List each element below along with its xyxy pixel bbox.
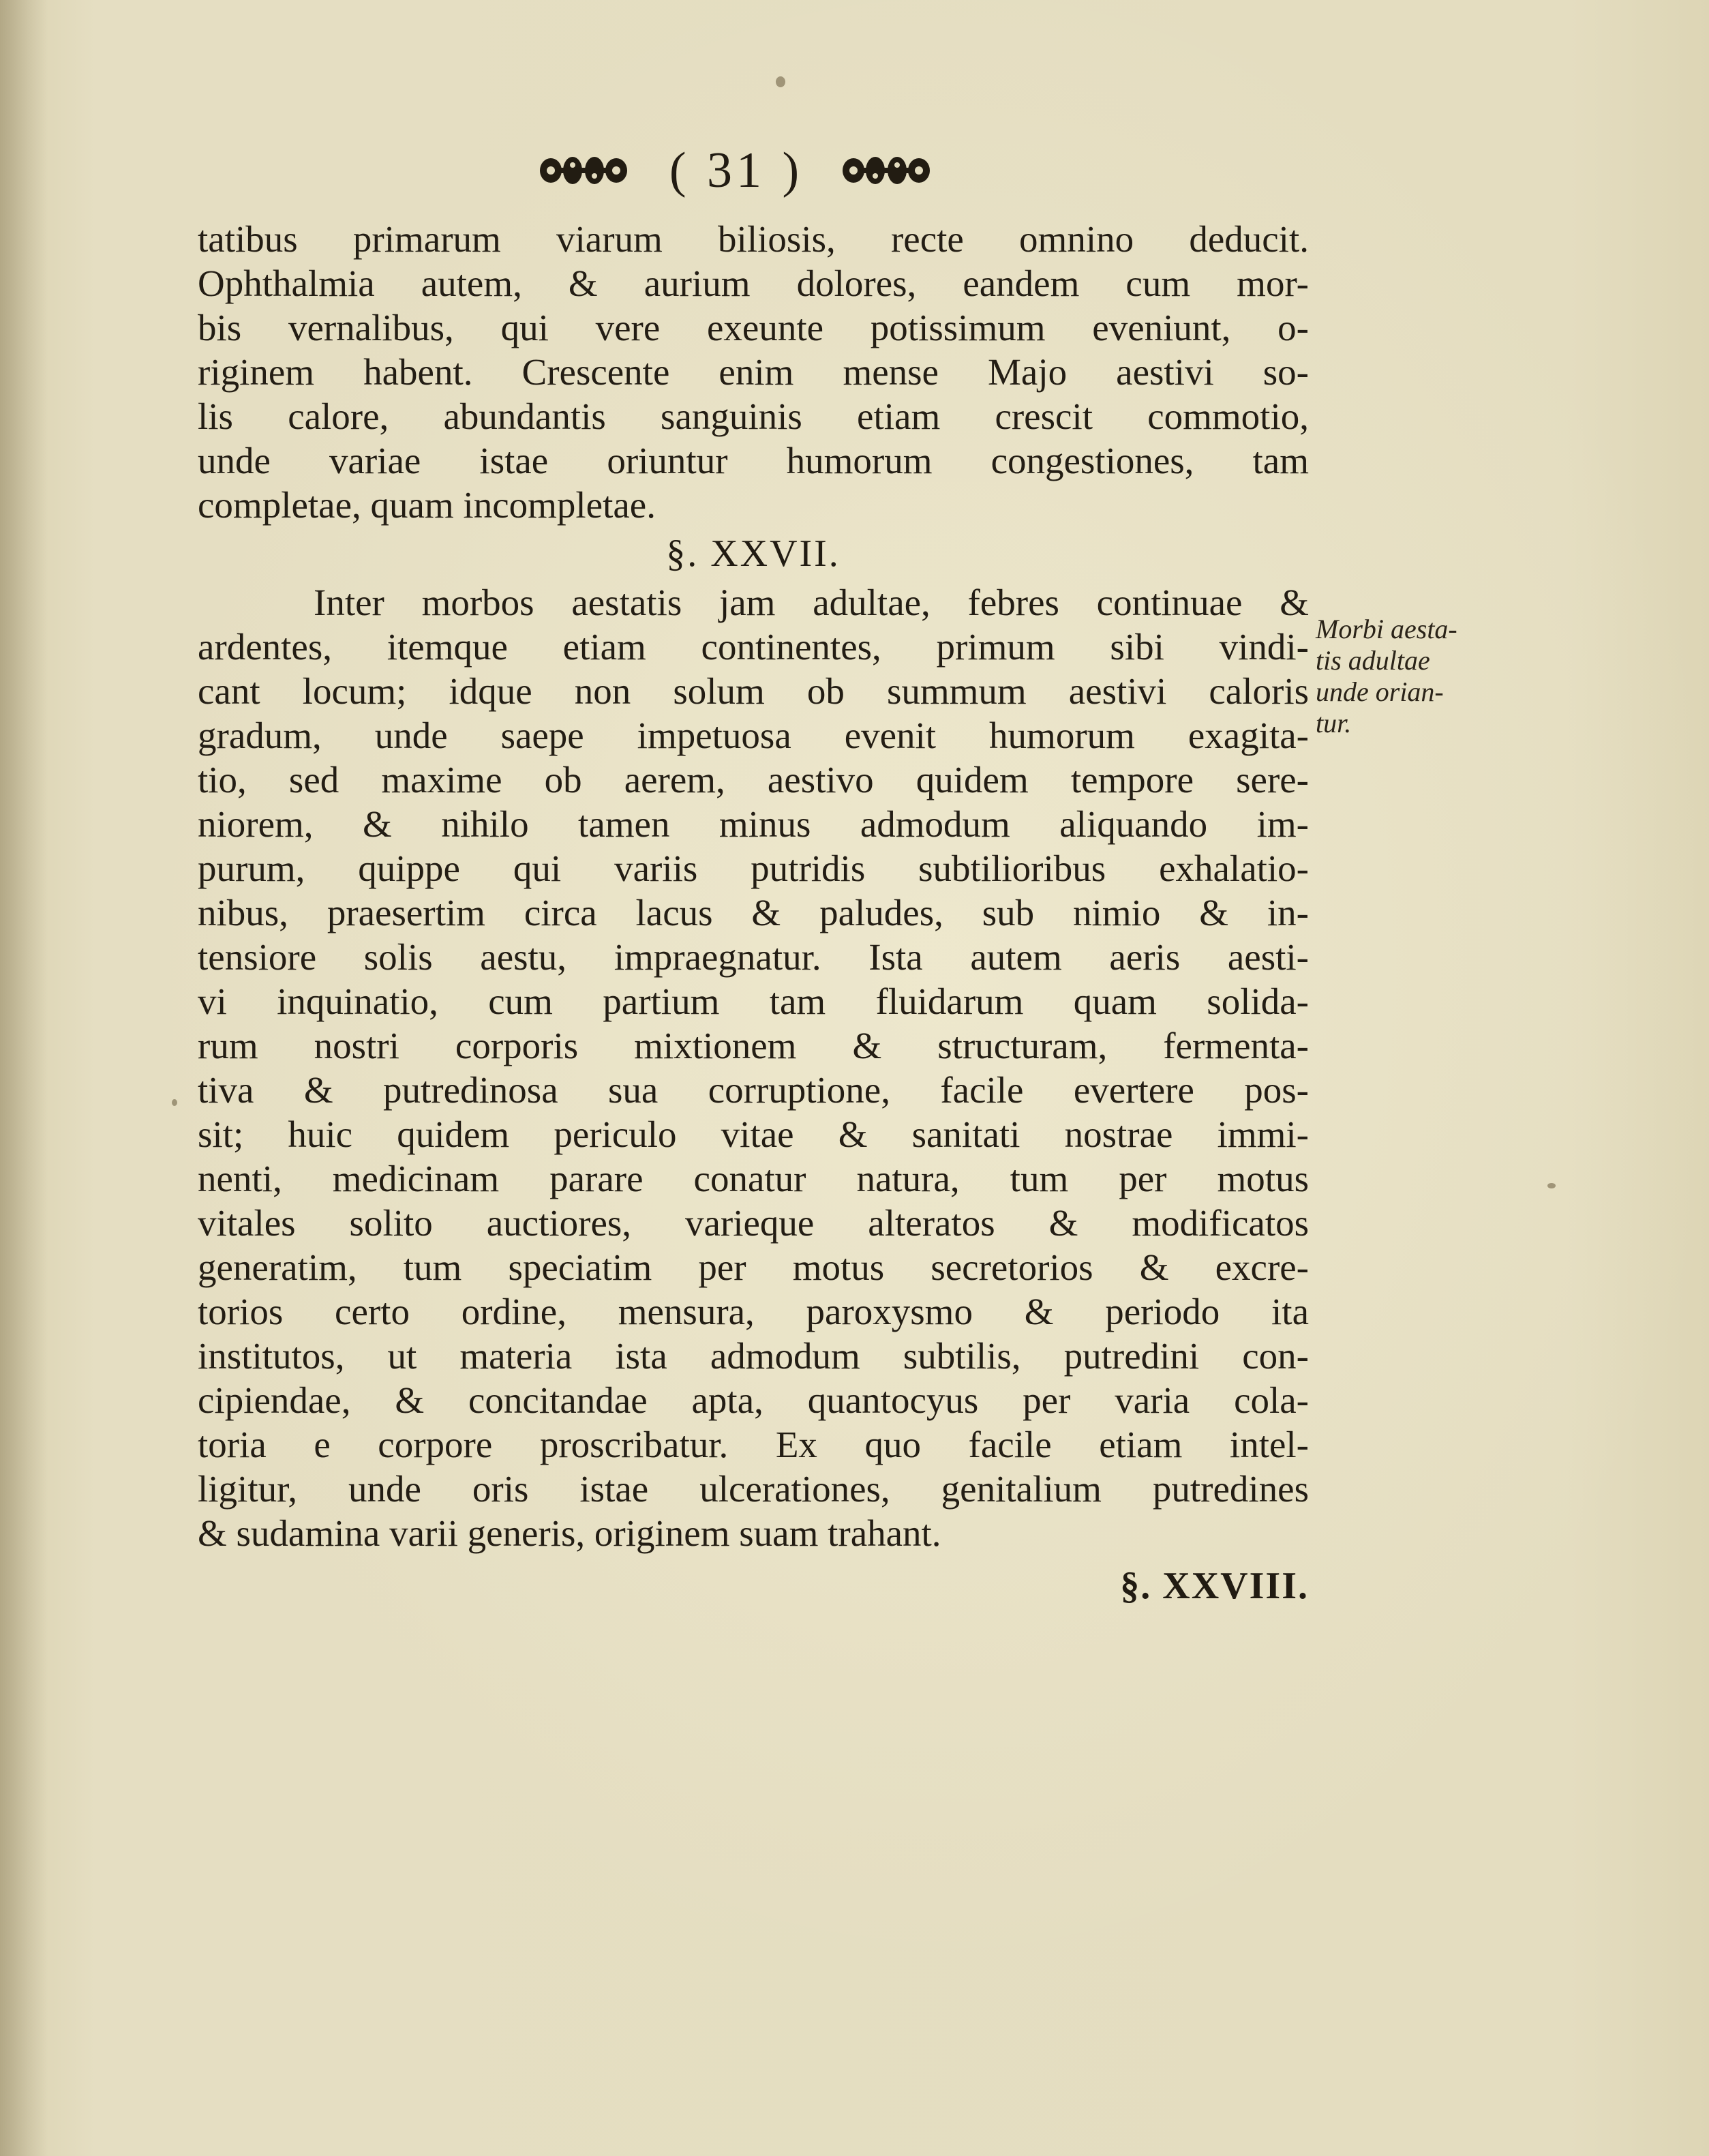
body-text [198,217,1309,1617]
text-line: generatim, tum speciatim per motus secretorios & excre- [198,1246,1309,1288]
paper-speck [776,76,785,87]
page-header [504,136,968,205]
margin-note [1316,614,1513,739]
next-section-heading: §. XXVIII. [1120,1565,1309,1607]
text-line: toria e corpore proscribatur. Ex quo facile etiam intel- [198,1424,1309,1465]
text-line: gradum, unde saepe impetuosa evenit humorum exagita- [198,715,1309,756]
text-line: tatibus primarum viarum biliosis, recte omnino deducit. [198,218,1309,260]
fleuron-left-icon [537,151,633,190]
text-line: institutos, ut materia ista admodum subtilis, putredini con- [198,1335,1309,1377]
text-line: tio, sed maxime ob aerem, aestivo quidem tempore sere- [198,759,1309,800]
text-line: purum, quippe qui variis putridis subtilioribus exhalatio- [198,848,1309,889]
text-line: vi inquinatio, cum partium tam fluidarum quam solida- [198,980,1309,1022]
text-line: sit; huic quidem periculo vitae & sanitati nostrae immi- [198,1113,1309,1155]
text-line: tensiore solis aestu, impraegnatur. Ista autem aeris aesti- [198,936,1309,978]
page-number: ( 31 ) [669,142,804,198]
text-line: bis vernalibus, qui vere exeunte potissimum eveniunt, o- [198,307,1309,348]
text-line: Inter morbos aestatis jam adultae, febres continuae & [314,582,1309,623]
text-line: cant locum; idque non solum ob summum aestivi caloris [198,670,1309,712]
section-heading: §. XXVII. [666,533,841,575]
text-line: lis calore, abundantis sanguinis etiam crescit commotio, [198,395,1309,437]
text-line: unde variae istae oriuntur humorum congestiones, tam [198,440,1309,481]
margin-note-line: tis adultae [1316,645,1430,676]
text-line: torios certo ordine, mensura, paroxysmo & periodo ita [198,1291,1309,1332]
text-line: rum nostri corporis mixtionem & structuram, fermenta- [198,1025,1309,1066]
text-line: cipiendae, & concitandae apta, quantocyus per varia cola- [198,1379,1309,1421]
fleuron-right-icon [840,151,935,190]
text-line: ligitur, unde oris istae ulcerationes, genitalium putredines [198,1468,1309,1510]
text-line: ardentes, itemque etiam continentes, primum sibi vindi- [198,626,1309,668]
margin-note-line: unde orian- [1316,676,1444,707]
text-line: completae, quam incompletae. [198,484,656,526]
text-line: nenti, medicinam parare conatur natura, tum per motus [198,1158,1309,1199]
text-line: vitales solito auctiores, varieque alteratos & modificatos [198,1202,1309,1244]
text-line: riginem habent. Crescente enim mense Majo aestivi so- [198,351,1309,393]
paper-speck [172,1099,177,1106]
text-line: & sudamina varii generis, originem suam trahant. [198,1512,941,1554]
margin-note-line: Morbi aesta- [1316,614,1457,644]
gutter-shadow [0,0,48,2156]
paper-speck [1547,1183,1556,1188]
margin-note-line: tur. [1316,708,1352,738]
text-line: Ophthalmia autem, & aurium dolores, eandem cum mor- [198,263,1309,304]
text-line: tiva & putredinosa sua corruptione, facile evertere pos- [198,1069,1309,1111]
text-line: niorem, & nihilo tamen minus admodum aliquando im- [198,803,1309,845]
text-line: nibus, praesertim circa lacus & paludes, sub nimio & in- [198,892,1309,933]
